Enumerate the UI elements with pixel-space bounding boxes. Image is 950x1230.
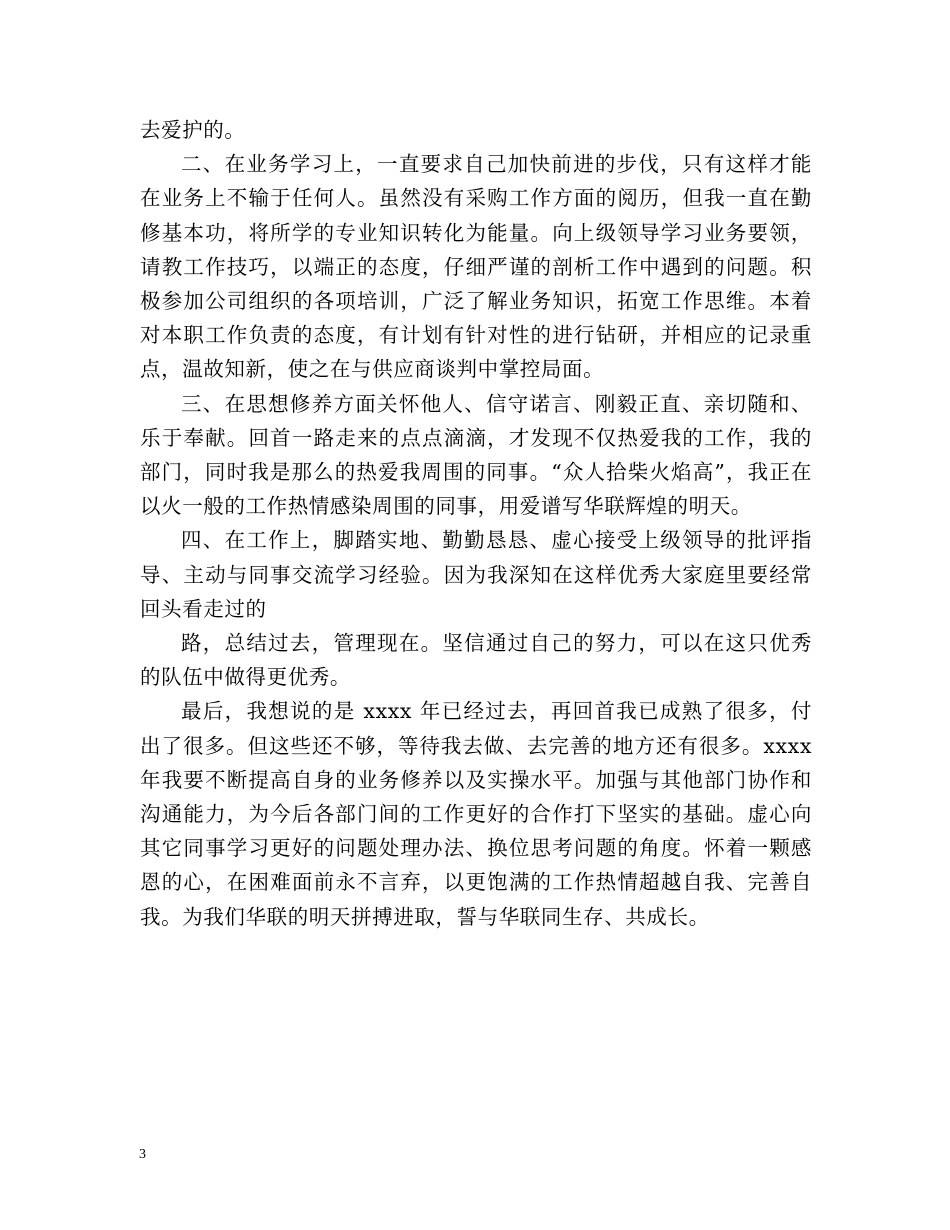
paragraph-conclusion: 最后，我想说的是 xxxx 年已经过去，再回首我已成熟了很多，付出了很多。但这些还不够，等待我去做、去完善的地方还有很多。xxxx 年我要不断提高自身的业务修养以及实操水平。加强与其他部门协作和沟通能力，为今后各部门间的工作更好的合作打下坚实的基础。虚心向其它同事学习更好的问题处理办法、换位思考问题的角度。怀着一颗感恩的心，在困难面前永不言弃，以更饱满的工作热情超越自我、完善自我。为我们华联的明天拼搏进取，誓与华联同生存、共成长。 xyxy=(140,699,812,929)
paragraph-continuation: 去爱护的。 xyxy=(140,118,246,142)
paragraph-work-attitude: 四、在工作上，脚踏实地、勤勤恳恳、虚心接受上级领导的批评指导、主动与同事交流学习经验。因为我深知在这样优秀大家庭里要经常回头看走过的 xyxy=(140,528,812,621)
document-body xyxy=(140,113,812,934)
paragraph-ideological-cultivation: 三、在思想修养方面关怀他人、信守诺言、刚毅正直、亲切随和、乐于奉献。回首一路走来的点点滴滴，才发现不仅热爱我的工作，我的部门，同时我是那么的热爱我周围的同事。“众人拾柴火焰高”，我正在以火一般的工作热情感染周围的同事，用爱谱写华联辉煌的明天。 xyxy=(140,391,812,519)
paragraph-work-attitude-cont: 路，总结过去，管理现在。坚信通过自己的努力，可以在这只优秀的队伍中做得更优秀。 xyxy=(140,631,812,690)
paragraph-business-study: 二、在业务学习上，一直要求自己加快前进的步伐，只有这样才能在业务上不输于任何人。虽然没有采购工作方面的阅历，但我一直在勤修基本功，将所学的专业知识转化为能量。向上级领导学习业务要领，请教工作技巧，以端正的态度，仔细严谨的剖析工作中遇到的问题。积极参加公司组织的各项培训，广泛了解业务知识，拓宽工作思维。本着对本职工作负责的态度，有计划有针对性的进行钻研，并相应的记录重点，温故知新，使之在与供应商谈判中掌控局面。 xyxy=(140,152,812,382)
page-number: 3 xyxy=(139,1147,146,1162)
